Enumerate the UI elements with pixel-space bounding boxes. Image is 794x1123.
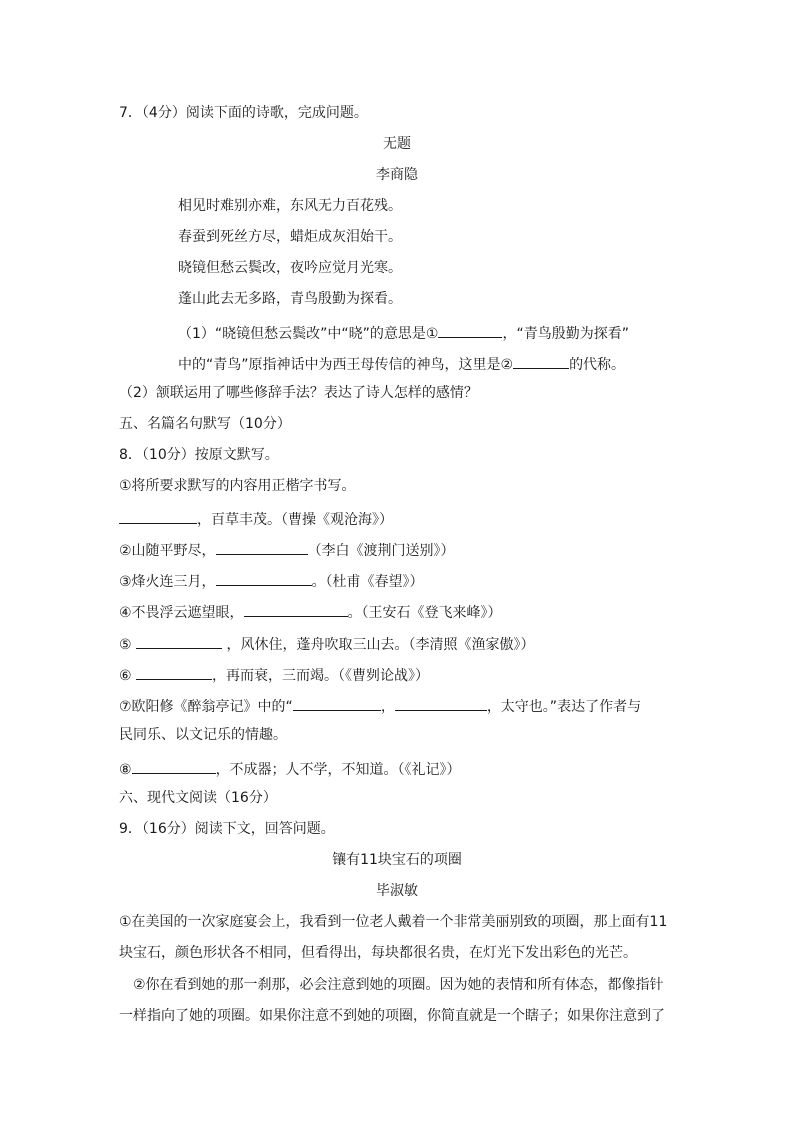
article-p1-line2: 块宝石，颜色形状各不相同，但看得出，每块都很名贵，在灯光下发出彩色的光芒。 xyxy=(119,945,637,961)
q7-sub1-line1 xyxy=(178,321,629,344)
q8-item-7-mid: ， xyxy=(380,699,395,715)
poem-author: 李商隐 xyxy=(376,167,418,183)
section-5-heading: 五、名篇名句默写（10分） xyxy=(119,416,291,432)
q8-item-7 xyxy=(119,694,641,717)
poem-line-2: 春蚕到死丝方尽，蜡炬成灰泪始干。 xyxy=(178,229,402,245)
q8-item-7-post: ，太守也。”表达了作者与 xyxy=(486,699,642,715)
q8-instruction: ①将所要求默写的内容用正楷字书写。 xyxy=(119,478,356,494)
q8-item-2-pre: ②山随平野尽， xyxy=(119,543,216,559)
q8-item-1-text: ，百草丰茂。（曹操《观沧海》） xyxy=(197,512,393,528)
poem-title: 无题 xyxy=(383,136,411,152)
answer-blank-4[interactable] xyxy=(216,538,308,555)
q8-item-6-pre: ⑥ xyxy=(119,668,132,684)
answer-blank-6[interactable] xyxy=(244,600,348,617)
q8-item-8-post: ，不成器；人不学，不知道。（《礼记》） xyxy=(215,762,461,778)
q8-item-4-pre: ④不畏浮云遮望眼， xyxy=(119,605,244,621)
q8-item-8-pre: ⑧ xyxy=(119,762,132,778)
q8-item-5 xyxy=(119,632,534,655)
article-p1-line1: ①在美国的一次家庭宴会上，我看到一位老人戴着一个非常美丽别致的项圈，那上面有11 xyxy=(119,914,668,930)
answer-blank-7[interactable] xyxy=(136,632,222,649)
article-title: 镶有11块宝石的项圈 xyxy=(332,852,462,868)
article-p2-line1: ②你在看到她的那一刹那，必会注意到她的项圈。因为她的表情和所有体态，都像指针 xyxy=(133,977,664,993)
q8-item-4-post: 。（王安石《登飞来峰》） xyxy=(347,605,502,621)
article-p2-line2: 一样指向了她的项圈。如果你注意不到她的项圈，你简直就是一个瞎子；如果你注意到了 xyxy=(119,1008,665,1024)
section-6-heading: 六、现代文阅读（16分） xyxy=(119,790,277,806)
poem-line-1: 相见时难别亦难，东风无力百花残。 xyxy=(178,198,402,214)
q7-header: 7．（4分）阅读下面的诗歌，完成问题。 xyxy=(119,105,368,121)
q8-item-2 xyxy=(119,538,455,561)
q8-item-7-pre: ⑦欧阳修《醉翁亭记》中的“ xyxy=(119,699,293,715)
q8-item-3-post: 。（杜甫《春望》） xyxy=(311,574,424,590)
q8-item-1 xyxy=(119,507,393,530)
q7-sub2: （2）颔联运用了哪些修辞手法？表达了诗人怎样的感情？ xyxy=(119,385,478,401)
answer-blank-10[interactable] xyxy=(395,694,487,711)
q7-sub1-text-b: ，“青鸟殷勤为探看” xyxy=(502,326,629,342)
answer-blank-9[interactable] xyxy=(293,694,381,711)
answer-blank-11[interactable] xyxy=(132,757,216,774)
q8-header: 8．（10分）按原文默写。 xyxy=(119,447,279,463)
q8-item-3-pre: ③烽火连三月， xyxy=(119,574,216,590)
q8-item-7-continued: 民同乐、以文记乐的情趣。 xyxy=(119,727,287,743)
q9-header: 9．（16分）阅读下文，回答问题。 xyxy=(119,821,335,837)
answer-blank-3[interactable] xyxy=(119,507,197,524)
q8-item-6 xyxy=(119,663,429,686)
q7-sub1-text-d: 的代称。 xyxy=(569,357,626,373)
q8-item-4 xyxy=(119,600,502,623)
q7-sub1-line2 xyxy=(178,352,625,375)
answer-blank-5[interactable] xyxy=(216,569,312,586)
poem-line-4: 蓬山此去无多路，青鸟殷勤为探看。 xyxy=(178,291,402,307)
poem-line-3: 晓镜但愁云鬓改，夜吟应觉月光寒。 xyxy=(178,260,402,276)
q8-item-3 xyxy=(119,569,424,592)
q8-item-6-post: ，再而衰，三而竭。（《曹刿论战》） xyxy=(212,668,430,684)
q8-item-5-pre: ⑤ xyxy=(119,637,132,653)
q8-item-8 xyxy=(119,757,461,780)
q7-sub1-text-a: （1）“晓镜但愁云鬓改”中“晓”的意思是① xyxy=(178,326,439,342)
answer-blank-1[interactable] xyxy=(438,321,502,338)
answer-blank-8[interactable] xyxy=(136,663,212,680)
q8-item-2-post: （李白《渡荆门送别》） xyxy=(307,543,455,559)
answer-blank-2[interactable] xyxy=(513,352,569,369)
q7-sub1-text-c: 中的“青鸟”原指神话中为西王母传信的神鸟，这里是② xyxy=(178,357,514,373)
q8-item-5-post: ，风休住，蓬舟吹取三山去。（李清照《渔家傲》） xyxy=(226,637,535,653)
article-author: 毕淑敏 xyxy=(376,883,418,899)
